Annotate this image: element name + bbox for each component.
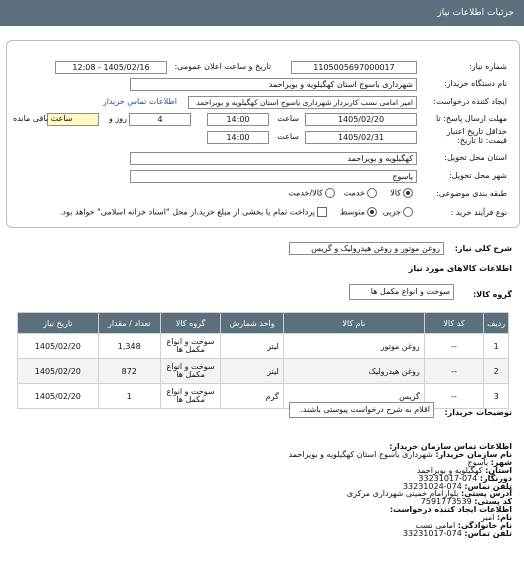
col-row: ردیف xyxy=(484,313,509,334)
col-unit: واحد شمارش xyxy=(221,313,284,334)
remaining-label: ساعت باقی مانده xyxy=(13,114,73,123)
summary-label: شرح کلی نیاز: xyxy=(454,244,512,253)
cell-row: 1 xyxy=(484,334,509,359)
cell-unit: لیتر xyxy=(221,359,284,384)
reply-deadline-label: مهلت ارسال پاسخ: تا xyxy=(435,114,507,123)
col-group: گروه کالا xyxy=(160,313,220,334)
buyer-name-field: شهرداری یاسوج استان کهگیلویه و بویراحمد xyxy=(130,78,417,91)
purchase-radio-medium[interactable]: متوسط xyxy=(340,207,379,217)
col-code: کد کالا xyxy=(424,313,484,334)
buyer-name-label: نام دستگاه خریدار: xyxy=(444,79,507,88)
need-number-field: 1105005697000017 xyxy=(291,61,417,74)
validity-time-field: 14:00 xyxy=(207,131,269,144)
contact-title: اطلاعات تماس سازمان خریدار: xyxy=(389,442,512,451)
cell-code: -- xyxy=(424,359,484,384)
cell-unit: لیتر xyxy=(221,334,284,359)
cell-name: روغن موتور xyxy=(283,334,424,359)
radio-icon xyxy=(367,188,377,198)
cell-code: -- xyxy=(424,334,484,359)
table-row xyxy=(18,359,509,384)
reply-time-field: 14:00 xyxy=(207,113,269,126)
need-number-label: شماره نیاز: xyxy=(469,62,507,71)
cell-name: روغن هیدرولیک xyxy=(283,359,424,384)
cell-group: سوخت و انواع مکمل ها xyxy=(160,359,220,384)
cell-qty: 1,348 xyxy=(98,334,160,359)
validity-date-field: 1405/02/31 xyxy=(305,131,417,144)
contact-line: شهر: یاسوج xyxy=(467,457,512,467)
delivery-province-field: کهگیلویه و بویراحمد xyxy=(130,152,417,165)
col-date: تاریخ نیاز xyxy=(18,313,99,334)
buyer-contact-link[interactable]: اطلاعات تماس خریدار xyxy=(102,97,177,106)
announce-datetime-label: تاریخ و ساعت اعلان عمومی: xyxy=(174,62,271,71)
category-radio-service[interactable]: خدمت xyxy=(344,188,379,198)
announce-datetime-field: 1405/02/16 - 12:08 xyxy=(55,61,167,74)
delivery-province-label: استان محل تحویل: xyxy=(444,153,507,162)
radio-icon xyxy=(325,188,335,198)
reply-date-field: 1405/02/20 xyxy=(305,113,417,126)
buyer-notes-label: توضیحات خریدار: xyxy=(444,408,512,417)
cell-code: -- xyxy=(424,384,484,409)
radio-icon xyxy=(367,207,377,217)
cell-date: 1405/02/20 xyxy=(18,384,99,409)
summary-field: روغن موتور و روغن هیدرولیک و گریس xyxy=(289,242,444,255)
validity-label-2: قیمت: تا تاریخ: xyxy=(457,136,507,145)
page-header xyxy=(0,0,524,26)
cell-date: 1405/02/20 xyxy=(18,334,99,359)
requester-label: ایجاد کننده درخواست: xyxy=(433,97,507,106)
requester-field: امیر امامی نسب کاربردار شهرداری یاسوج استان کهگیلویه و بویراحمد xyxy=(188,96,417,109)
contact-line: کد پستی: 7591773539 xyxy=(420,497,512,507)
creator-line: تلفن تماس: 074-33231017 xyxy=(402,528,512,538)
category-radio-goods[interactable]: کالا xyxy=(390,188,415,198)
creator-title: اطلاعات ایجاد کننده درخواست: xyxy=(389,505,512,515)
creator-line: نام: امیر xyxy=(481,513,512,523)
reply-time-label: ساعت xyxy=(277,114,299,123)
days-label: روز و xyxy=(109,114,127,123)
goods-group-label: گروه کالا: xyxy=(473,290,512,299)
table-row xyxy=(18,334,509,359)
cell-group: سوخت و انواع مکمل ها xyxy=(160,384,220,409)
purchase-radio-minor[interactable]: جزیی xyxy=(383,207,415,217)
checkbox-icon xyxy=(317,207,327,217)
purchase-type-label: نوع فرآیند خرید : xyxy=(450,208,507,217)
contact-line: نام سازمان خریدار: شهرداری یاسوج استان کهگیلویه و بویراحمد xyxy=(288,449,512,459)
cell-row: 3 xyxy=(484,384,509,409)
delivery-city-field: یاسوج xyxy=(130,170,417,183)
goods-table xyxy=(17,312,509,409)
goods-group-field: سوخت و انواع مکمل ها xyxy=(349,284,454,300)
cell-row: 2 xyxy=(484,359,509,384)
days-remaining-field: 4 xyxy=(129,113,191,126)
treasury-checkbox[interactable]: پرداخت تمام یا بخشی از مبلغ خرید،از محل "اسناد خزانه اسلامی" خواهد بود. xyxy=(60,207,329,217)
validity-time-label: ساعت xyxy=(277,132,299,141)
col-name: نام کالا xyxy=(283,313,424,334)
validity-label-1: حداقل تاریخ اعتبار xyxy=(446,127,507,136)
category-radio-both[interactable]: کالا/خدمت xyxy=(288,188,337,198)
cell-qty: 1 xyxy=(98,384,160,409)
delivery-city-label: شهر محل تحویل: xyxy=(449,171,507,180)
contact-line: دورنگار: 074-33231017 xyxy=(418,473,512,483)
buyer-notes-field: اقلام به شرح درخواست پیوستی باشند. xyxy=(289,402,434,418)
radio-icon xyxy=(403,207,413,217)
table-header-row xyxy=(18,313,509,334)
table-row xyxy=(18,384,509,409)
contact-line: آدرس پستی: بلوارامام خمینی شهرداری مرکزی xyxy=(346,489,512,499)
details-panel xyxy=(6,40,520,228)
category-label: طبقه بندی موضوعی: xyxy=(436,189,507,198)
cell-date: 1405/02/20 xyxy=(18,359,99,384)
cell-name: گریس xyxy=(283,384,424,409)
page-title: جزئیات اطلاعات نیاز xyxy=(437,8,514,18)
cell-qty: 872 xyxy=(98,359,160,384)
radio-icon xyxy=(403,188,413,198)
cell-unit: گرم xyxy=(221,384,284,409)
contact-line: استان: کهگیلویه و بویراحمد xyxy=(416,465,512,475)
contact-line: تلفن تماس: 074-33231024 xyxy=(402,481,512,491)
creator-line: نام خانوادگی: امامی نسب xyxy=(415,521,512,531)
col-qty: تعداد / مقدار xyxy=(98,313,160,334)
goods-section-title: اطلاعات کالاهای مورد نیاز xyxy=(408,264,512,273)
buyer-contact-info xyxy=(12,443,512,538)
cell-group: سوخت و انواع مکمل ها xyxy=(160,334,220,359)
